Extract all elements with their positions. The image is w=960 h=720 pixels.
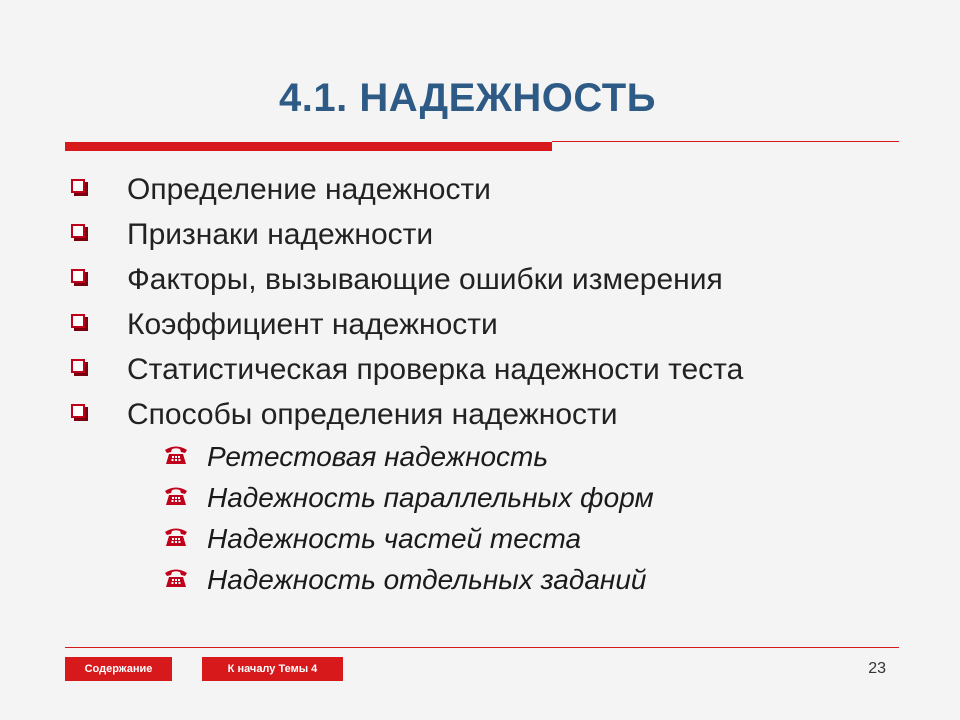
checkbox-icon — [71, 224, 85, 238]
footer-divider — [65, 647, 899, 648]
bullet-text: Факторы, вызывающие ошибки измерения — [127, 263, 723, 296]
sub-bullet-text: Надежность параллельных форм — [207, 482, 654, 513]
checkbox-icon — [71, 314, 85, 328]
sub-bullet-text: Ретестовая надежность — [207, 441, 549, 472]
title-underline-thin — [552, 141, 899, 142]
contents-button[interactable]: Содержание — [65, 657, 172, 681]
bullet-text: Признаки надежности — [127, 218, 434, 251]
bullet-text: Определение надежности — [127, 173, 491, 206]
phone-icon — [163, 444, 189, 466]
phone-icon — [163, 485, 189, 507]
checkbox-icon — [71, 179, 85, 193]
bullet-text: Способы определения надежности — [127, 398, 618, 431]
bullet-text: Статистическая проверка надежности теста — [127, 353, 744, 386]
checkbox-icon — [71, 359, 85, 373]
bullet-text: Коэффициент надежности — [127, 308, 498, 341]
sub-bullet-text: Надежность отдельных заданий — [207, 564, 647, 595]
sub-bullet-text: Надежность частей теста — [207, 523, 582, 554]
checkbox-icon — [71, 404, 85, 418]
page-number: 23 — [868, 660, 886, 677]
phone-icon — [163, 567, 189, 589]
phone-icon — [163, 526, 189, 548]
checkbox-icon — [71, 269, 85, 283]
slide-title: 4.1. НАДЕЖНОСТЬ — [279, 76, 656, 120]
topic-start-button[interactable]: К началу Темы 4 — [202, 657, 343, 681]
title-underline-thick — [65, 142, 552, 151]
